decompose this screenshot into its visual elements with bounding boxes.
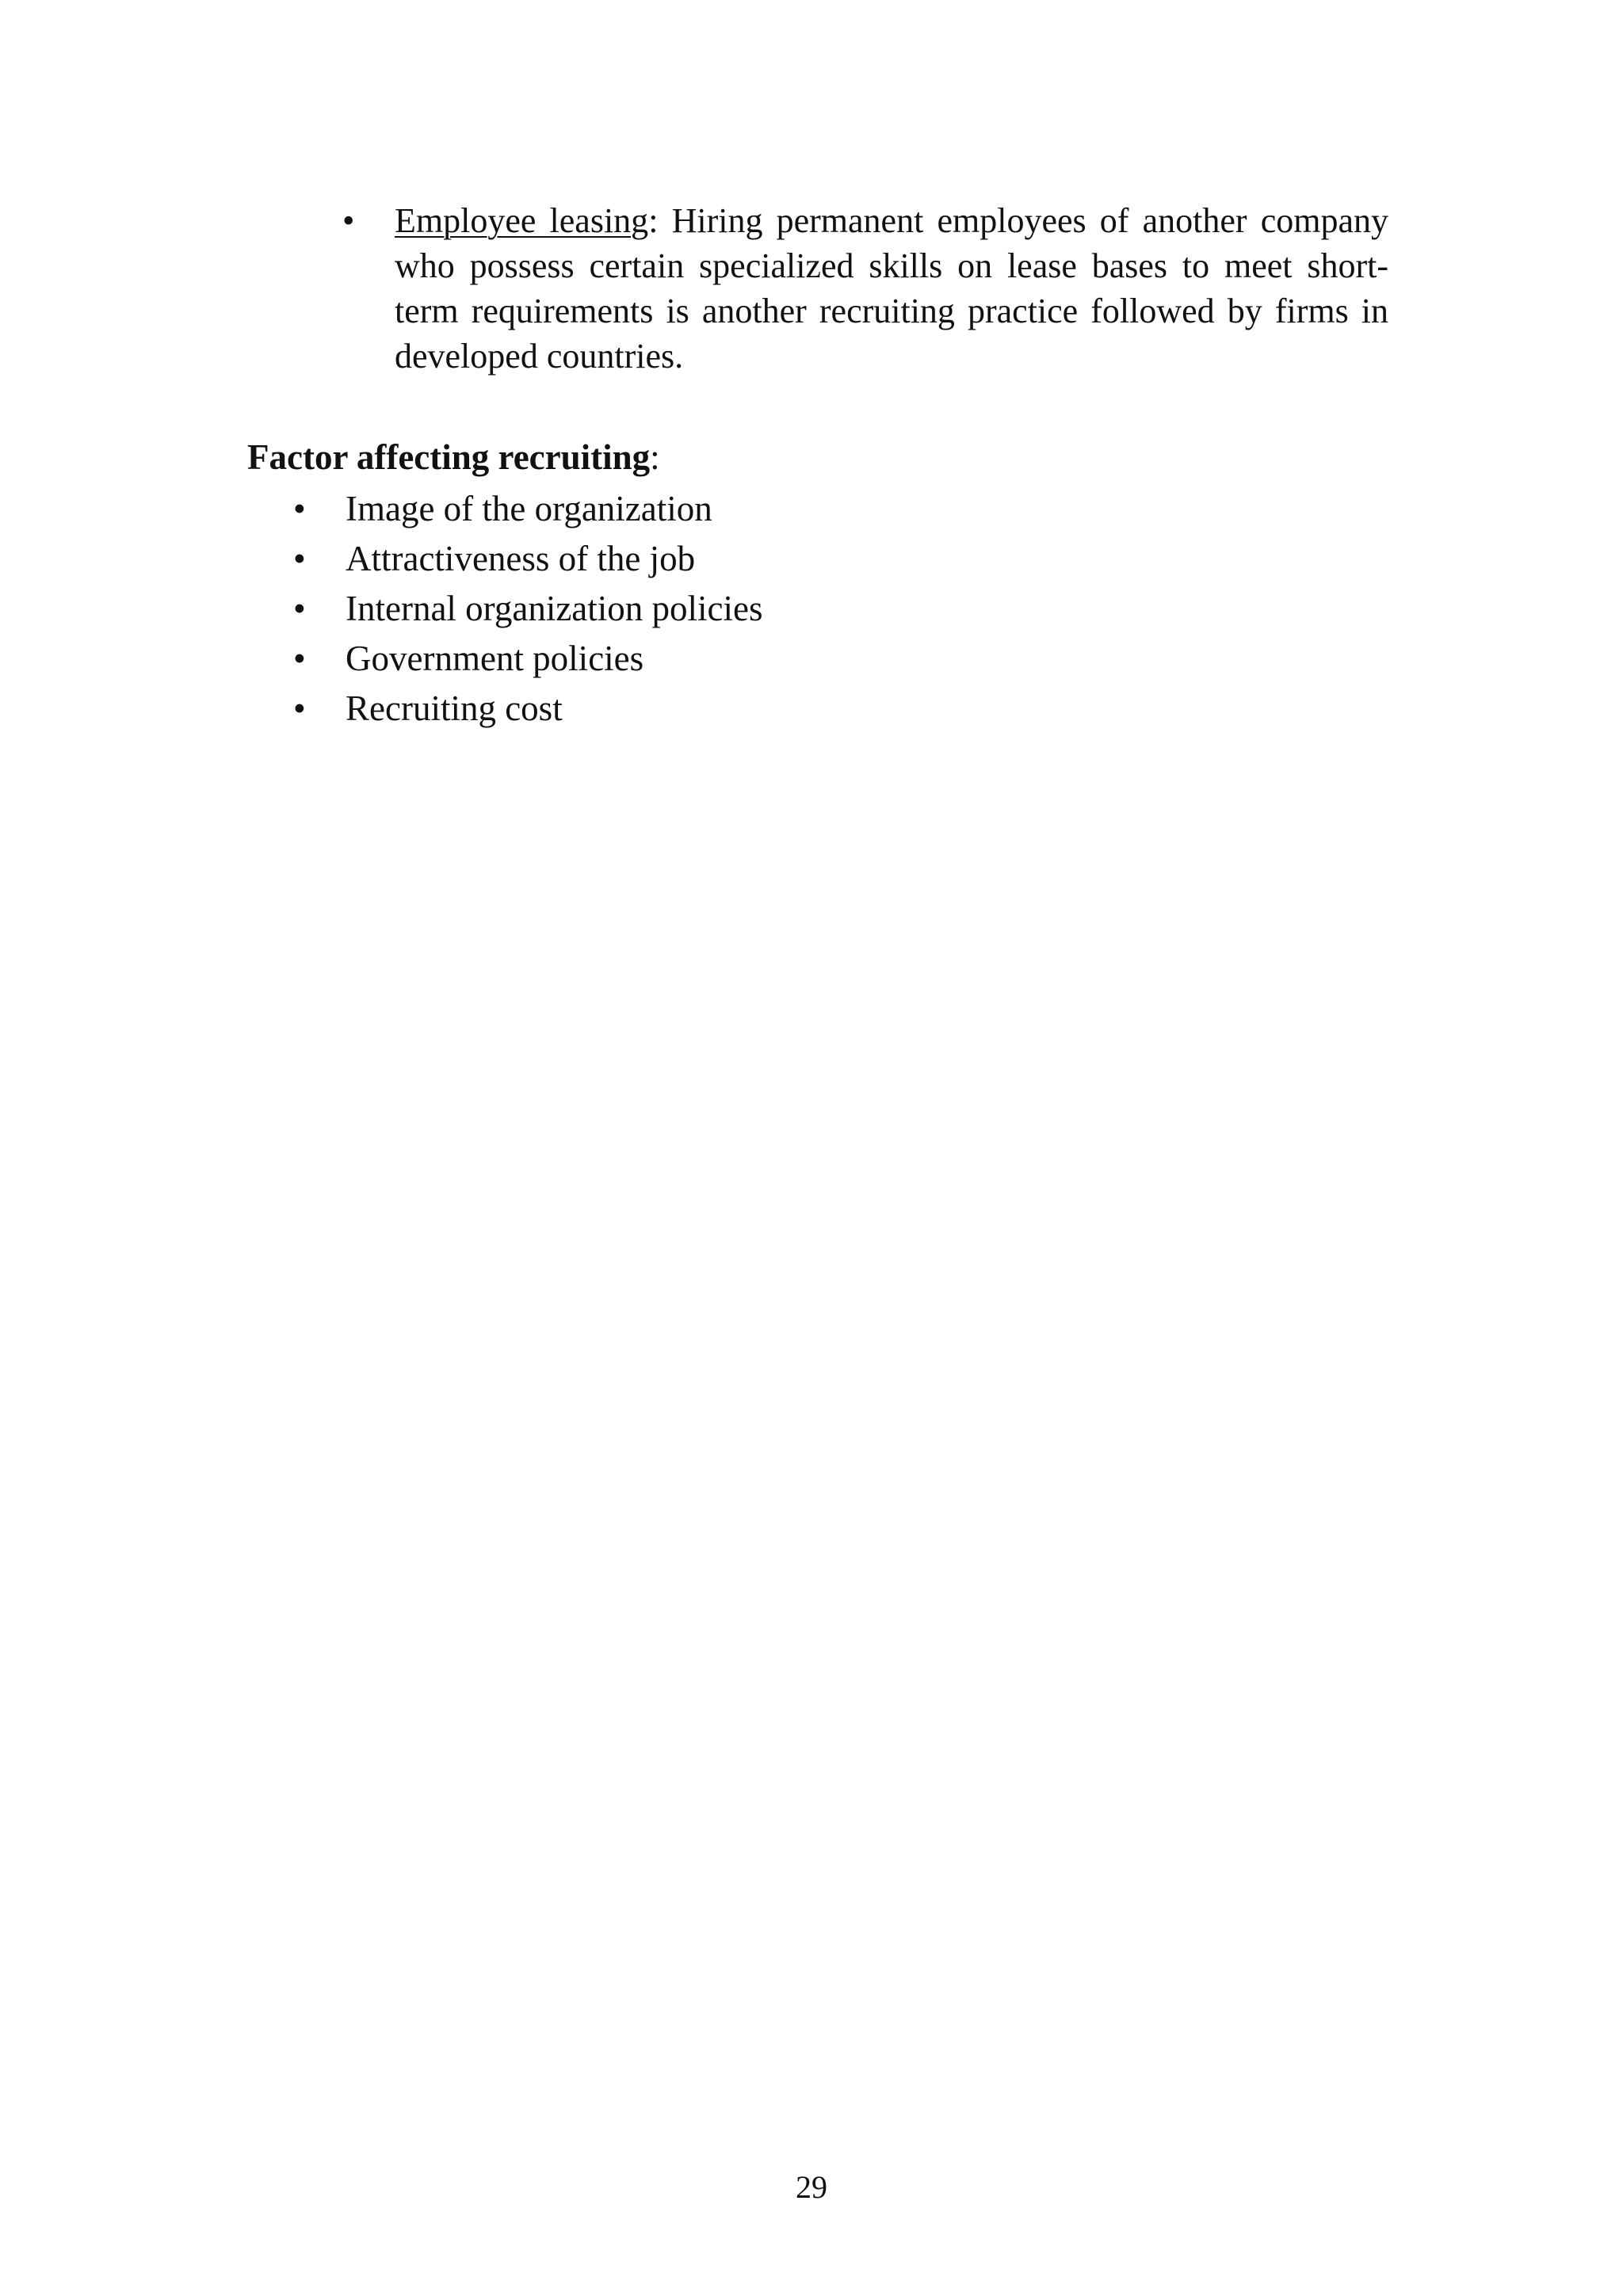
bullet-icon: •	[342, 201, 355, 240]
factor-label: Government policies	[346, 639, 644, 678]
employee-leasing-paragraph	[395, 198, 1388, 379]
section-heading	[247, 433, 660, 481]
bullet-icon: •	[293, 639, 306, 678]
bullet-icon: •	[293, 489, 306, 528]
section-heading-colon: :	[650, 437, 660, 477]
factor-label: Recruiting cost	[346, 688, 563, 728]
employee-leasing-description: Hiring permanent employees of another company who possess certain specialized skills on lease bases to meet short-term requirements is another recruiting practice followed by firms in developed countries.	[395, 201, 1388, 376]
bullet-icon: •	[293, 688, 306, 728]
factor-label: Attractiveness of the job	[346, 539, 696, 578]
page-number: 29	[796, 2169, 827, 2205]
employee-leasing-term: Employee leasing	[395, 201, 649, 240]
bullet-icon: •	[293, 589, 306, 628]
bullet-icon: •	[293, 539, 306, 578]
section-heading-text: Factor affecting recruiting	[247, 437, 651, 477]
factor-label: Image of the organization	[346, 489, 712, 528]
factor-label: Internal organization policies	[346, 589, 763, 628]
employee-leasing-separator: :	[648, 201, 659, 240]
